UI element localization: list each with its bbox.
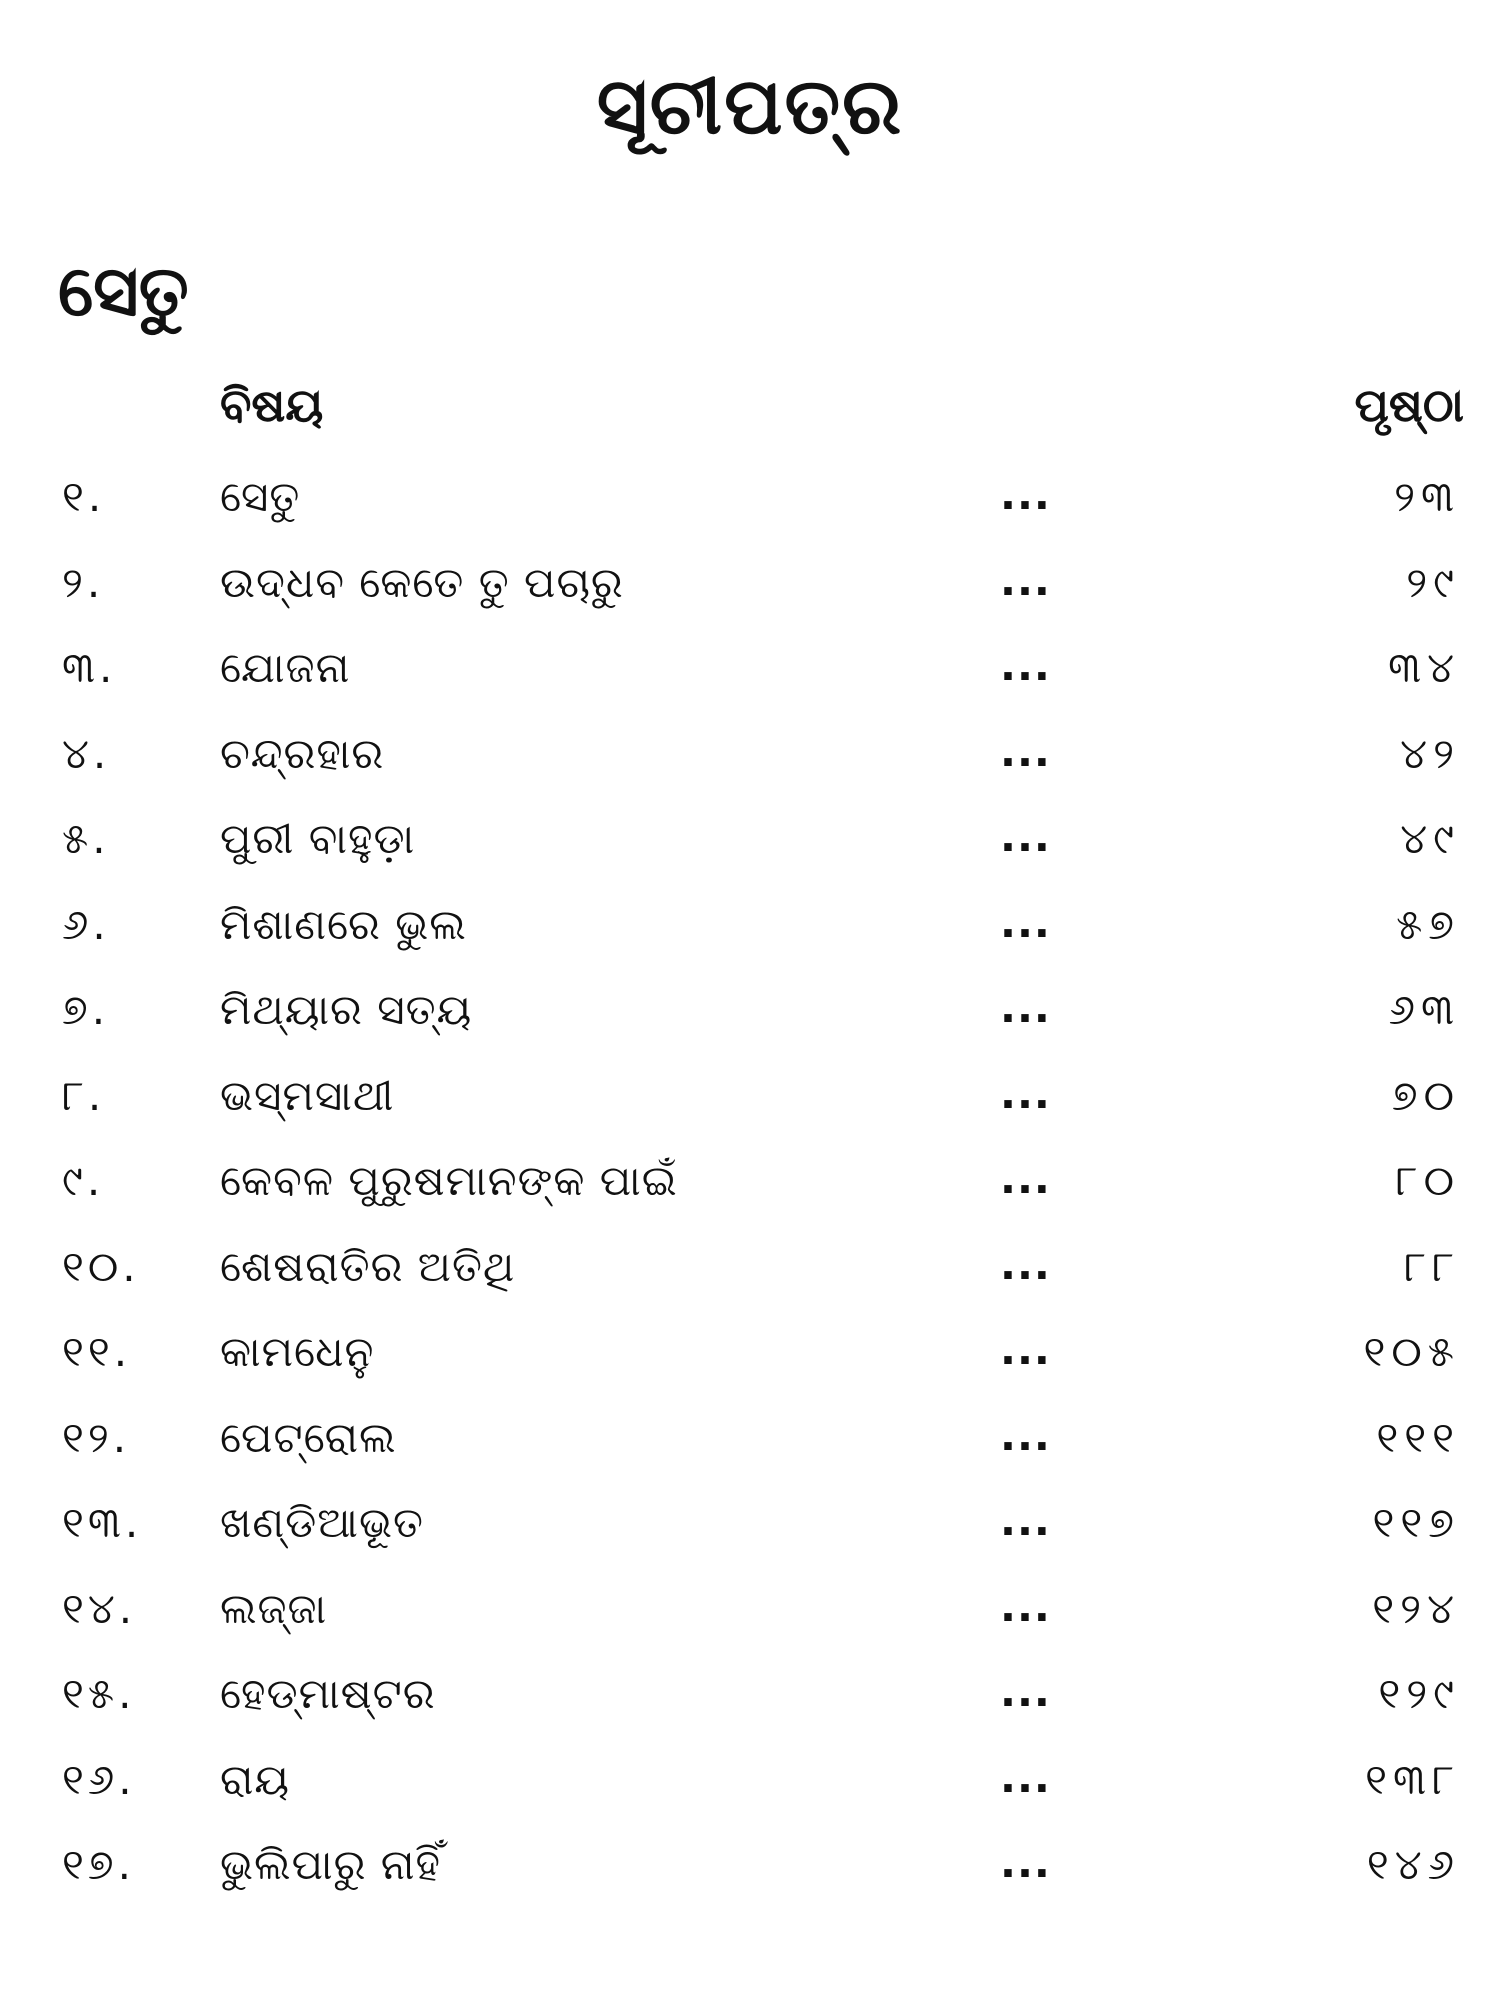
subject-column-header: ବିଷୟ: [220, 378, 324, 432]
entry-page-number: ୧୪୬: [1366, 1840, 1460, 1889]
entry-leader-dots: ...: [1000, 1068, 1051, 1118]
toc-entry: [0, 1745, 1500, 1831]
entry-page-number: ୧୩୮: [1365, 1754, 1460, 1804]
entry-page-number: ୧୧୭: [1372, 1498, 1460, 1547]
entry-number: ୧.: [62, 472, 106, 521]
entry-leader-dots: ...: [1000, 983, 1051, 1032]
entry-title: ଚନ୍ଦ୍ରହାର: [220, 728, 385, 778]
toc-entry: [0, 1317, 1500, 1403]
entry-number: ୧୫.: [62, 1669, 136, 1718]
toc-entry: [0, 462, 1500, 548]
entry-number: ୧୩.: [62, 1498, 143, 1547]
entry-leader-dots: ...: [1000, 1325, 1051, 1374]
entry-title: ରାୟ: [220, 1754, 291, 1804]
entry-number: ୮.: [62, 1070, 106, 1120]
entry-leader-dots: ...: [1000, 1410, 1051, 1460]
entry-title: କାମଧେନୁ: [220, 1327, 375, 1376]
entry-number: ୧୦.: [62, 1241, 140, 1291]
entry-number: ୧୬.: [62, 1754, 136, 1804]
toc-entry: [0, 1830, 1500, 1916]
entry-title: ହେଡ୍‌ମାଷ୍ଟର: [220, 1669, 436, 1718]
entry-page-number: ୧୦୫: [1363, 1327, 1460, 1376]
toc-entry: [0, 1061, 1500, 1147]
entry-page-number: ୩୪: [1388, 643, 1460, 692]
entry-leader-dots: ...: [1000, 1154, 1051, 1203]
entry-title: ଭୁଲିପାରୁ ନାହିଁ: [220, 1840, 442, 1889]
entry-number: ୯.: [62, 1156, 105, 1205]
entry-leader-dots: ...: [1000, 555, 1051, 605]
entry-page-number: ୬୩: [1388, 985, 1460, 1034]
entry-number: ୩.: [62, 643, 117, 692]
entry-title: ଖଣ୍ଡିଆଭୂତ: [220, 1498, 424, 1547]
page-title: ସୂଚୀପତ୍ର: [596, 62, 904, 152]
entry-number: ୨.: [62, 557, 105, 607]
entry-leader-dots: ...: [1000, 1838, 1051, 1887]
entry-title: ମିଥ୍ୟାର ସତ୍ୟ: [220, 985, 473, 1034]
entry-title: ଯୋଜନା: [220, 643, 351, 692]
entry-page-number: ୫୭: [1396, 899, 1460, 949]
entry-page-number: ୧୨୪: [1372, 1583, 1460, 1633]
entry-page-number: ୮୮: [1404, 1241, 1460, 1291]
entry-title: ପେଟ୍ରୋଲ: [220, 1412, 397, 1462]
entry-title: ଭସ୍ମସାଥୀ: [220, 1070, 395, 1120]
entry-page-number: ୨୩: [1394, 472, 1460, 521]
toc-entry: [0, 548, 1500, 634]
entry-number: ୧୨.: [62, 1412, 131, 1462]
entry-number: ୭.: [62, 985, 110, 1034]
toc-list: [0, 462, 1500, 1916]
toc-entry: [0, 975, 1500, 1061]
entry-title: ଶେଷରାତିର ଅତିଥି: [220, 1241, 516, 1291]
entry-leader-dots: ...: [1000, 897, 1051, 947]
section-title: ସେତୁ: [58, 250, 189, 332]
entry-page-number: ୮୦: [1395, 1156, 1460, 1205]
entry-page-number: ୪୨: [1400, 728, 1460, 778]
entry-title: ଲଜ୍ଜା: [220, 1583, 328, 1633]
toc-entry: [0, 1574, 1500, 1660]
entry-number: ୪.: [62, 728, 111, 778]
toc-entry: [0, 1232, 1500, 1318]
entry-leader-dots: ...: [1000, 1581, 1051, 1631]
entry-leader-dots: ...: [1000, 1752, 1051, 1802]
entry-number: ୧୪.: [62, 1583, 137, 1633]
entry-title: ସେତୁ: [220, 472, 301, 521]
entry-leader-dots: ...: [1000, 641, 1051, 690]
entry-page-number: ୧୨୯: [1378, 1669, 1460, 1718]
entry-number: ୫.: [62, 814, 110, 863]
toc-entry: [0, 804, 1500, 890]
toc-entry: [0, 633, 1500, 719]
entry-number: ୧୧.: [62, 1327, 132, 1376]
entry-number: ୬.: [62, 899, 110, 949]
toc-entry: [0, 1146, 1500, 1232]
entry-page-number: ୧୧୧: [1376, 1412, 1460, 1462]
toc-entry: [0, 719, 1500, 805]
entry-title: ପୁରୀ ବାହୁଡ଼ା: [220, 814, 416, 863]
entry-leader-dots: ...: [1000, 1667, 1051, 1716]
entry-leader-dots: ...: [1000, 1239, 1051, 1289]
toc-header: [0, 378, 1500, 438]
toc-entry: [0, 890, 1500, 976]
page-column-header: ପୃଷ୍ଠା: [1354, 378, 1464, 432]
toc-entry: [0, 1403, 1500, 1489]
entry-title: ମିଶାଣରେ ଭୁଲ: [220, 899, 467, 949]
entry-page-number: ୭୦: [1391, 1070, 1460, 1120]
entry-leader-dots: ...: [1000, 726, 1051, 776]
entry-leader-dots: ...: [1000, 1496, 1051, 1545]
entry-leader-dots: ...: [1000, 470, 1051, 519]
entry-title: କେବଳ ପୁରୁଷମାନଙ୍କ ପାଇଁ: [220, 1156, 678, 1205]
entry-page-number: ୨୯: [1406, 557, 1460, 607]
entry-page-number: ୪୯: [1400, 814, 1460, 863]
toc-entry: [0, 1659, 1500, 1745]
entry-title: ଉଦ୍ଧବ କେତେ ତୁ ପଚାରୁ: [220, 557, 624, 607]
toc-entry: [0, 1488, 1500, 1574]
entry-number: ୧୭.: [62, 1840, 135, 1889]
entry-leader-dots: ...: [1000, 812, 1051, 861]
